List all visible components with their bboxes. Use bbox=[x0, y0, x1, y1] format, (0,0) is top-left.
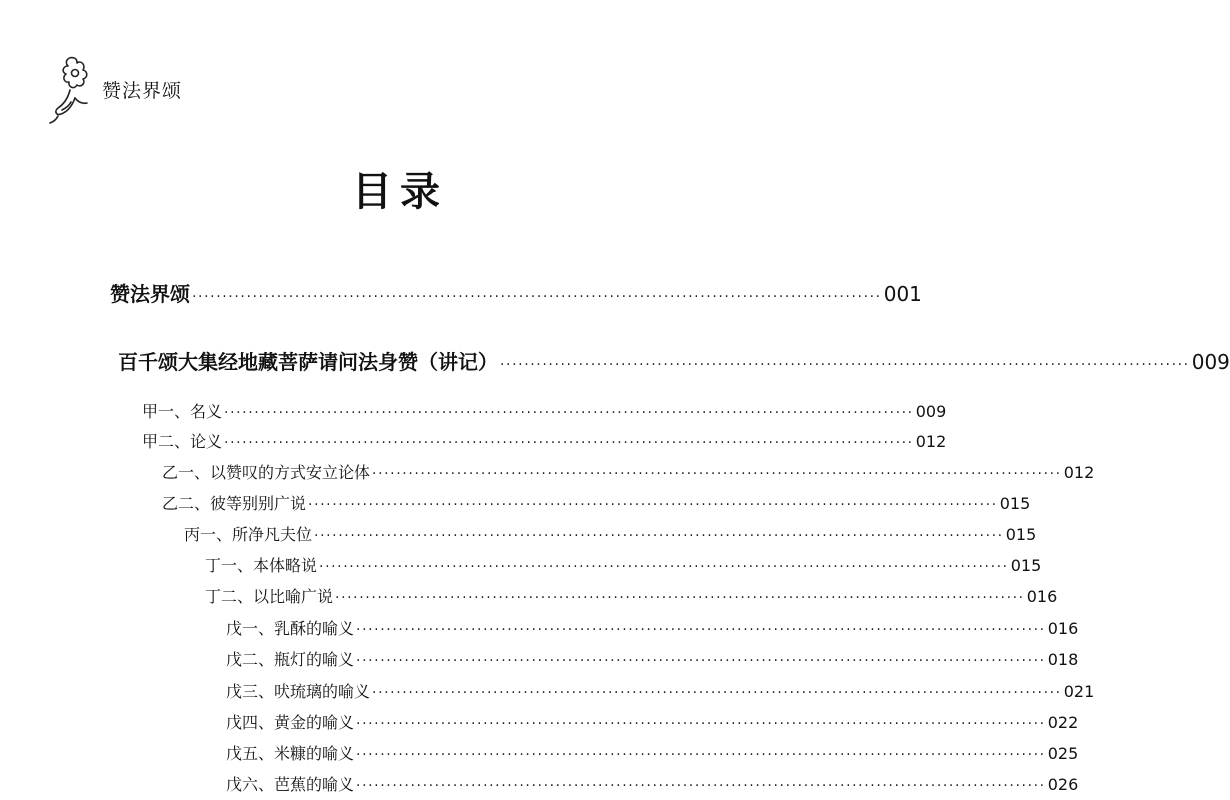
toc-entry[interactable] bbox=[205, 553, 1042, 576]
toc-entry-page: 015 bbox=[999, 494, 1031, 513]
toc-entry-label: 戊二、瓶灯的喻义 bbox=[226, 650, 355, 669]
toc-entry[interactable] bbox=[226, 616, 1079, 639]
toc-entry[interactable] bbox=[162, 491, 1031, 514]
toc-entry[interactable] bbox=[142, 429, 947, 452]
toc-entry-label: 赞法界颂 bbox=[110, 282, 190, 306]
dot-leader: ·················································································································· bbox=[356, 778, 1046, 794]
dot-leader: ·················································································································· bbox=[356, 716, 1046, 732]
dot-leader: ·················································································································· bbox=[500, 357, 1190, 373]
toc-entry-page: 026 bbox=[1047, 775, 1079, 794]
toc-entry-label: 戊三、吠琉璃的喻义 bbox=[226, 682, 371, 701]
toc-entry[interactable] bbox=[226, 679, 1095, 702]
toc-entry[interactable] bbox=[142, 399, 947, 422]
toc-entry-label: 戊一、乳酥的喻义 bbox=[226, 619, 355, 638]
toc-entry-page: 001 bbox=[883, 282, 922, 306]
toc-entry-page: 015 bbox=[1010, 556, 1042, 575]
dot-leader: ·················································································································· bbox=[224, 435, 914, 451]
toc-entry[interactable] bbox=[184, 522, 1037, 545]
toc-entry-label: 丁二、以比喻广说 bbox=[205, 587, 334, 606]
toc-entry[interactable] bbox=[110, 278, 922, 307]
toc-entry[interactable] bbox=[205, 584, 1058, 607]
dot-leader: ·················································································································· bbox=[356, 747, 1046, 763]
toc-entry-page: 018 bbox=[1047, 650, 1079, 669]
toc-entry-label: 丁一、本体略说 bbox=[205, 556, 318, 575]
page-title: 目录 bbox=[352, 169, 448, 215]
toc-entry-page: 012 bbox=[1063, 463, 1095, 482]
toc-entry-label: 甲二、论义 bbox=[142, 432, 223, 451]
toc-entry[interactable] bbox=[226, 741, 1079, 764]
toc-entry[interactable] bbox=[226, 647, 1079, 670]
dot-leader: ·················································································································· bbox=[319, 559, 1009, 575]
toc-entry[interactable] bbox=[162, 460, 1095, 483]
dot-leader: ·················································································································· bbox=[224, 405, 914, 421]
toc-entry[interactable] bbox=[226, 772, 1079, 795]
toc-entry[interactable] bbox=[118, 346, 1230, 375]
dot-leader: ·················································································································· bbox=[356, 653, 1046, 669]
toc-entry-page: 025 bbox=[1047, 744, 1079, 763]
toc-entry[interactable] bbox=[226, 710, 1079, 733]
toc-entry-label: 乙二、彼等别别广说 bbox=[162, 494, 307, 513]
dot-leader: ·················································································································· bbox=[372, 685, 1062, 701]
dot-leader: ·················································································································· bbox=[335, 590, 1025, 606]
toc-entry-page: 009 bbox=[915, 402, 947, 421]
toc-entry-label: 戊六、芭蕉的喻义 bbox=[226, 775, 355, 794]
toc-entry-page: 015 bbox=[1005, 525, 1037, 544]
toc-entry-label: 甲一、名义 bbox=[142, 402, 223, 421]
toc-entry-page: 009 bbox=[1191, 350, 1230, 374]
dot-leader: ·················································································································· bbox=[314, 528, 1004, 544]
toc-entry-label: 百千颂大集经地藏菩萨请问法身赞（讲记） bbox=[118, 350, 498, 374]
toc-entry-label: 戊五、米糠的喻义 bbox=[226, 744, 355, 763]
dot-leader: ·················································································································· bbox=[372, 466, 1062, 482]
dot-leader: ·················································································································· bbox=[356, 622, 1046, 638]
toc-entry-page: 021 bbox=[1063, 682, 1095, 701]
toc-entry-page: 016 bbox=[1026, 587, 1058, 606]
toc-entry-label: 丙一、所净凡夫位 bbox=[184, 525, 313, 544]
toc-entry-label: 戊四、黄金的喻义 bbox=[226, 713, 355, 732]
dot-leader: ·················································································································· bbox=[308, 497, 998, 513]
toc-entry-page: 022 bbox=[1047, 713, 1079, 732]
toc-entry-page: 016 bbox=[1047, 619, 1079, 638]
running-title: 赞法界颂 bbox=[102, 80, 183, 102]
toc-entry-page: 012 bbox=[915, 432, 947, 451]
toc-entry-label: 乙一、以赞叹的方式安立论体 bbox=[162, 463, 371, 482]
dot-leader: ·················································································································· bbox=[192, 289, 882, 305]
